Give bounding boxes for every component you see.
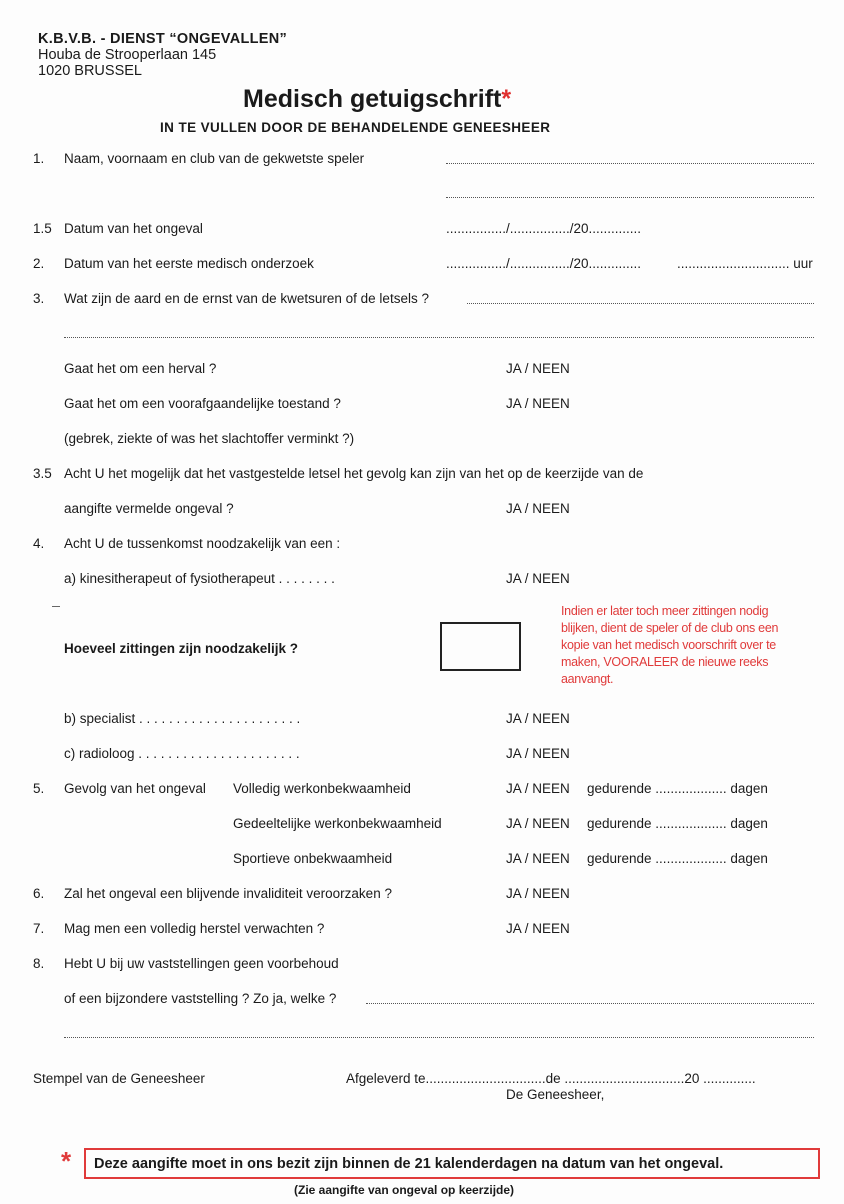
q15-label: Datum van het ongeval <box>64 221 203 236</box>
red-note: Indien er later toch meer zittingen nodig blijken, dient de speler of de club ons een kopie van het medisch voorschrift over te maken, VOORALEER de nieuwe reeks aanvangt. <box>561 604 779 686</box>
doctor-signature-label: De Geneesheer, <box>506 1087 605 1102</box>
q2-label: Datum van het eerste medisch onderzoek <box>64 256 314 271</box>
q4a-kine-label: a) kinesitherapeut of fysiotherapeut . . . . . . . . <box>64 571 335 586</box>
q7-label: Mag men een volledig herstel verwachten ? <box>64 921 325 936</box>
page-subtitle: IN TE VULLEN DOOR DE BEHANDELENDE GENEESHEER <box>160 120 551 135</box>
q5-gedeeltelijk-yes-no[interactable]: JA / NEEN <box>506 816 570 831</box>
q4b-specialist-label: b) specialist . . . . . . . . . . . . . . . . . . . . . . <box>64 711 301 726</box>
q1-fill-line-2[interactable] <box>446 197 814 198</box>
q5-volledig-yes-no[interactable]: JA / NEEN <box>506 781 570 796</box>
q35-number: 3.5 <box>33 466 52 481</box>
q2-date-field[interactable]: ................/................/20.............. <box>446 256 642 271</box>
q5-sportief-label: Sportieve onbekwaamheid <box>233 851 393 866</box>
org-address: Houba de Strooperlaan 145 <box>38 47 217 63</box>
q3-herval-yes-no[interactable]: JA / NEEN <box>506 361 570 376</box>
q4b-yes-no[interactable]: JA / NEEN <box>506 711 570 726</box>
q8-label: Hebt U bij uw vaststellingen geen voorbehoud <box>64 956 339 971</box>
q6-label: Zal het ongeval een blijvende invaliditeit veroorzaken ? <box>64 886 392 901</box>
q35-yes-no[interactable]: JA / NEEN <box>506 501 570 516</box>
q15-number: 1.5 <box>33 221 52 236</box>
q5-label: Gevolg van het ongeval <box>64 781 206 796</box>
q3-number: 3. <box>33 291 45 306</box>
q7-number: 7. <box>33 921 45 936</box>
title-asterisk: * <box>501 85 512 113</box>
q8-fill-line-2[interactable] <box>64 1037 814 1038</box>
q5-gedeeltelijk-label: Gedeeltelijke werkonbekwaamheid <box>233 816 442 831</box>
q6-number: 6. <box>33 886 45 901</box>
q5-volledig-days-field[interactable]: gedurende ................... dagen <box>587 781 768 796</box>
q4-label: Acht U de tussenkomst noodzakelijk van een : <box>64 536 341 551</box>
page-title: Medisch getuigschrift* <box>243 85 512 113</box>
q7-yes-no[interactable]: JA / NEEN <box>506 921 570 936</box>
q6-yes-no[interactable]: JA / NEEN <box>506 886 570 901</box>
q35-label-line-2: aangifte vermelde ongeval ? <box>64 501 234 516</box>
q5-sportief-days-field[interactable]: gedurende ................... dagen <box>587 851 768 866</box>
q1-number: 1. <box>33 151 45 166</box>
q4c-yes-no[interactable]: JA / NEEN <box>506 746 570 761</box>
q3-herval-label: Gaat het om een herval ? <box>64 361 217 376</box>
notice-asterisk: * <box>61 1146 72 1176</box>
q15-date-field[interactable]: ................/................/20.............. <box>446 221 642 236</box>
q3-label: Wat zijn de aard en de ernst van de kwetsuren of de letsels ? <box>64 291 429 306</box>
q1-label: Naam, voornaam en club van de gekwetste speler <box>64 151 365 166</box>
notice-subtext: (Zie aangifte van ongeval op keerzijde) <box>294 1183 515 1197</box>
q3-fill-line-2[interactable] <box>64 337 814 338</box>
q4c-radioloog-label: c) radioloog . . . . . . . . . . . . . . . . . . . . . . <box>64 746 300 761</box>
org-name: K.B.V.B. - DIENST “ONGEVALLEN” <box>38 31 288 47</box>
stray-mark <box>52 606 60 607</box>
q3-voorafgaand-label: Gaat het om een voorafgaandelijke toestand ? <box>64 396 341 411</box>
org-city: 1020 BRUSSEL <box>38 63 142 79</box>
q4-number: 4. <box>33 536 45 551</box>
q4-zittingen-label: Hoeveel zittingen zijn noodzakelijk ? <box>64 641 299 656</box>
q8-number: 8. <box>33 956 45 971</box>
q2-number: 2. <box>33 256 45 271</box>
q3-fill-line-1[interactable] <box>467 303 814 304</box>
q35-label-line-1: Acht U het mogelijk dat het vastgestelde letsel het gevolg kan zijn van het op de keerzijde van de <box>64 466 644 481</box>
zittingen-input-box[interactable] <box>440 622 521 671</box>
q5-gedeeltelijk-days-field[interactable]: gedurende ................... dagen <box>587 816 768 831</box>
q5-sportief-yes-no[interactable]: JA / NEEN <box>506 851 570 866</box>
q8-label-line-2: of een bijzondere vaststelling ? Zo ja, welke ? <box>64 991 337 1006</box>
afgeleverd-field[interactable]: Afgeleverd te................................de ................................20 .............. <box>346 1071 756 1086</box>
deadline-notice <box>84 1148 820 1179</box>
q5-number: 5. <box>33 781 45 796</box>
q3-voorafgaand-yes-no[interactable]: JA / NEEN <box>506 396 570 411</box>
q5-volledig-label: Volledig werkonbekwaamheid <box>233 781 411 796</box>
q1-fill-line-1[interactable] <box>446 163 814 164</box>
q3-gebrek-note: (gebrek, ziekte of was het slachtoffer verminkt ?) <box>64 431 355 446</box>
q8-fill-line-1[interactable] <box>366 1003 814 1004</box>
q2-time-field[interactable]: .............................. uur <box>677 256 813 271</box>
deadline-notice-text: Deze aangifte moet in ons bezit zijn binnen de 21 kalenderdagen na datum van het ongeval. <box>94 1155 724 1172</box>
stamp-label: Stempel van de Geneesheer <box>33 1071 205 1086</box>
q4a-yes-no[interactable]: JA / NEEN <box>506 571 570 586</box>
